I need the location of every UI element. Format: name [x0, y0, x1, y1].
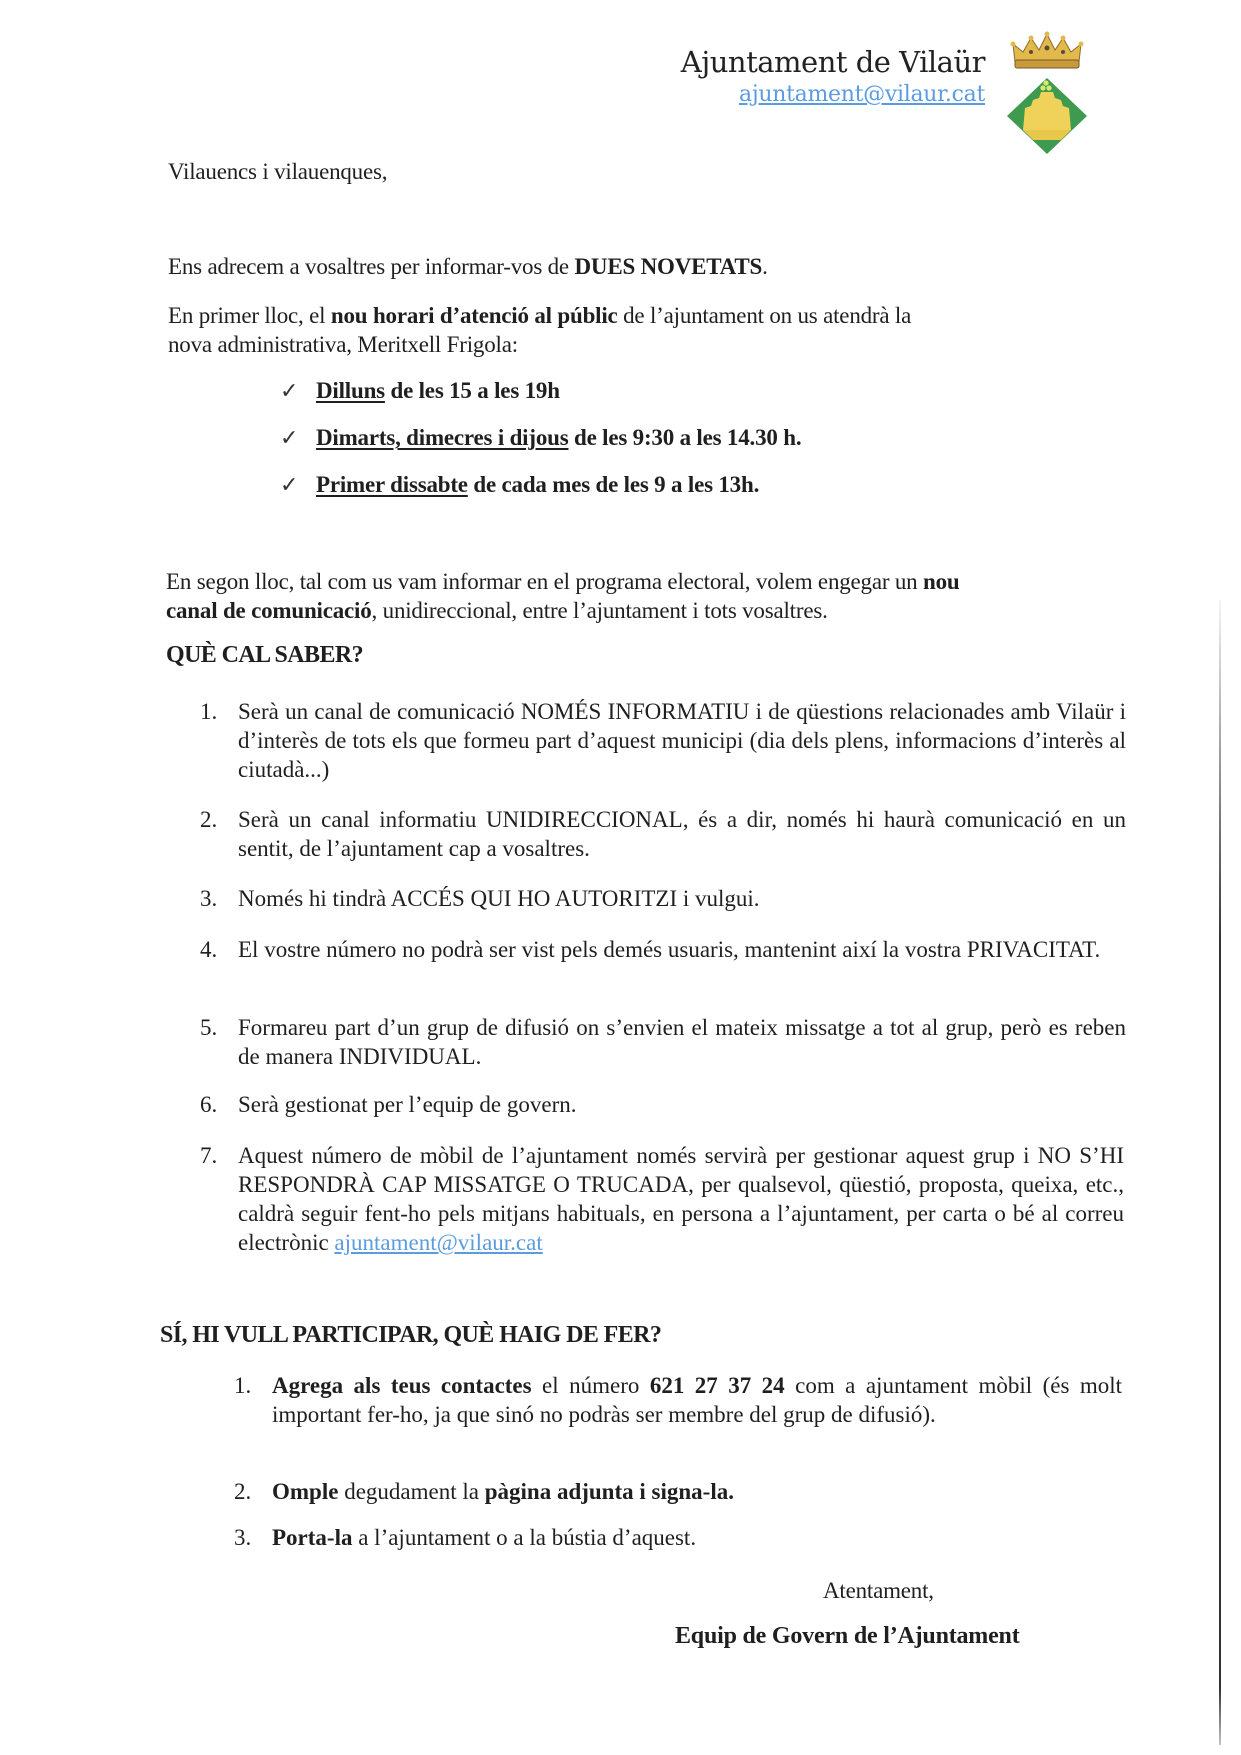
item-number: 3.: [200, 886, 218, 911]
step-text: [272, 1477, 1122, 1506]
schedule-day: Dilluns: [316, 378, 385, 403]
item-text: Només hi tindrà ACCÉS QUI HO AUTORITZI i vulgui.: [238, 886, 760, 911]
checkmark-icon: ✓: [280, 472, 299, 497]
step-bold-2: pàgina adjunta i signa-la.: [484, 1479, 734, 1504]
greeting: Vilauencs i vilauenques,: [168, 159, 388, 184]
step-post: com a ajuntament mòbil (és molt important fer-ho, ja que sinó no podràs ser membre del grup de difusió).: [272, 1373, 1123, 1427]
checkmark-icon: ✓: [280, 425, 299, 450]
scan-edge-line: [1219, 600, 1221, 1745]
phone-number: 621 27 37 24: [649, 1373, 785, 1398]
item-number: 1.: [200, 699, 218, 724]
signature: Equip de Govern de l’Ajuntament: [675, 1623, 1020, 1649]
item-number: 4.: [200, 937, 218, 962]
schedule-time: de cada mes de les 9 a les 13h.: [467, 472, 760, 497]
step-text: [272, 1371, 1122, 1429]
step-bold: Porta-la: [272, 1525, 353, 1550]
schedule-time: de les 9:30 a les 14.30 h.: [568, 425, 802, 450]
item-text: Formareu part d’un grup de difusió on s’envien el mateix missatge a tot al grup, però es reben de manera INDIVIDUAL.: [238, 1015, 1126, 1069]
schedule-time: de les 15 a les 19h: [384, 378, 560, 403]
item-number: 5.: [200, 1015, 218, 1040]
item-text: Serà gestionat per l’equip de govern.: [238, 1092, 577, 1117]
item-number: 6.: [200, 1092, 218, 1117]
intro-end: .: [762, 254, 768, 279]
first-text: En primer lloc, el: [168, 303, 331, 328]
step-bold: Omple: [272, 1479, 339, 1504]
schedule-day: Primer dissabte: [316, 472, 468, 497]
shield-icon: [1007, 78, 1087, 154]
coat-of-arms-icon: [1003, 30, 1091, 155]
item-text: [238, 1141, 1124, 1257]
second-bold: nou: [923, 569, 960, 594]
item-text: El vostre número no podrà ser vist pels demés usuaris, mantenint així la vostra PRIVACITAT.: [238, 937, 1101, 962]
item-text: Serà un canal de comunicació NOMÉS INFORMATIU i de qüestions relacionades amb Vilaür i d’interès de tots els que formeu part d’aquest municipi (dia dels plens, informacions d’interès al ciutadà...): [238, 699, 1126, 782]
step-bold: Agrega als teus contactes: [272, 1373, 532, 1398]
first-line2: nova administrativa, Meritxell Frigola:: [168, 332, 518, 357]
second-bold-2: canal de comunicació: [166, 598, 372, 623]
item-text: Serà un canal informatiu UNIDIRECCIONAL, és a dir, només hi haurà comunicació en un sentit, de l’ajuntament cap a vosaltres.: [238, 807, 1126, 861]
email-link[interactable]: ajuntament@vilaur.cat: [334, 1230, 543, 1255]
closing: Atentament,: [823, 1578, 934, 1603]
item-number: 7.: [200, 1143, 218, 1168]
section-heading-what-to-know: QUÈ CAL SABER?: [166, 642, 363, 668]
intro-paragraph: [168, 252, 768, 281]
intro-bold: DUES NOVETATS: [574, 254, 763, 279]
item-number: 2.: [200, 807, 218, 832]
step-mid: degudament la: [338, 1479, 485, 1504]
second-text-end: , unidireccional, entre l’ajuntament i tots vosaltres.: [371, 598, 828, 623]
section-heading-participate: SÍ, HI VULL PARTICIPAR, QUÈ HAIG DE FER?: [160, 1322, 662, 1348]
schedule-item: [280, 376, 560, 405]
header-email-link[interactable]: ajuntament@vilaur.cat: [739, 82, 985, 107]
item-text-body: Aquest número de mòbil de l’ajuntament només servirà per gestionar aquest grup i NO S’HI RESPONDRÀ CAP MISSATGE O TRUCADA, per qualsevol, qüestió, proposta, queixa, etc., caldrà seguir fent-ho pels mitjans habituals, en persona a l’ajuntament, per carta o bé al correu electrònic: [238, 1143, 1124, 1255]
intro-text: Ens adrecem a vosaltres per informar-vos de: [168, 254, 575, 279]
step-mid: el número: [531, 1373, 650, 1398]
first-text-end: de l’ajuntament on us atendrà la: [617, 303, 912, 328]
schedule-item: [280, 423, 801, 452]
step-number: 1.: [234, 1373, 252, 1398]
second-text: En segon lloc, tal com us vam informar en el programa electoral, volem engegar un: [166, 569, 924, 594]
checkmark-icon: ✓: [280, 378, 299, 403]
second-paragraph: [166, 567, 1128, 625]
schedule-item: [280, 470, 759, 499]
step-text: [272, 1523, 1122, 1552]
crown-icon: [1011, 32, 1084, 69]
first-paragraph: [168, 301, 1128, 359]
step-post: a l’ajuntament o a la bústia d’aquest.: [352, 1525, 697, 1550]
step-number: 3.: [234, 1525, 252, 1550]
step-number: 2.: [234, 1479, 252, 1504]
first-bold: nou horari d’atenció al públic: [330, 303, 618, 328]
schedule-day: Dimarts, dimecres i dijous: [316, 425, 569, 450]
organization-name: Ajuntament de Vilaür: [680, 45, 985, 79]
